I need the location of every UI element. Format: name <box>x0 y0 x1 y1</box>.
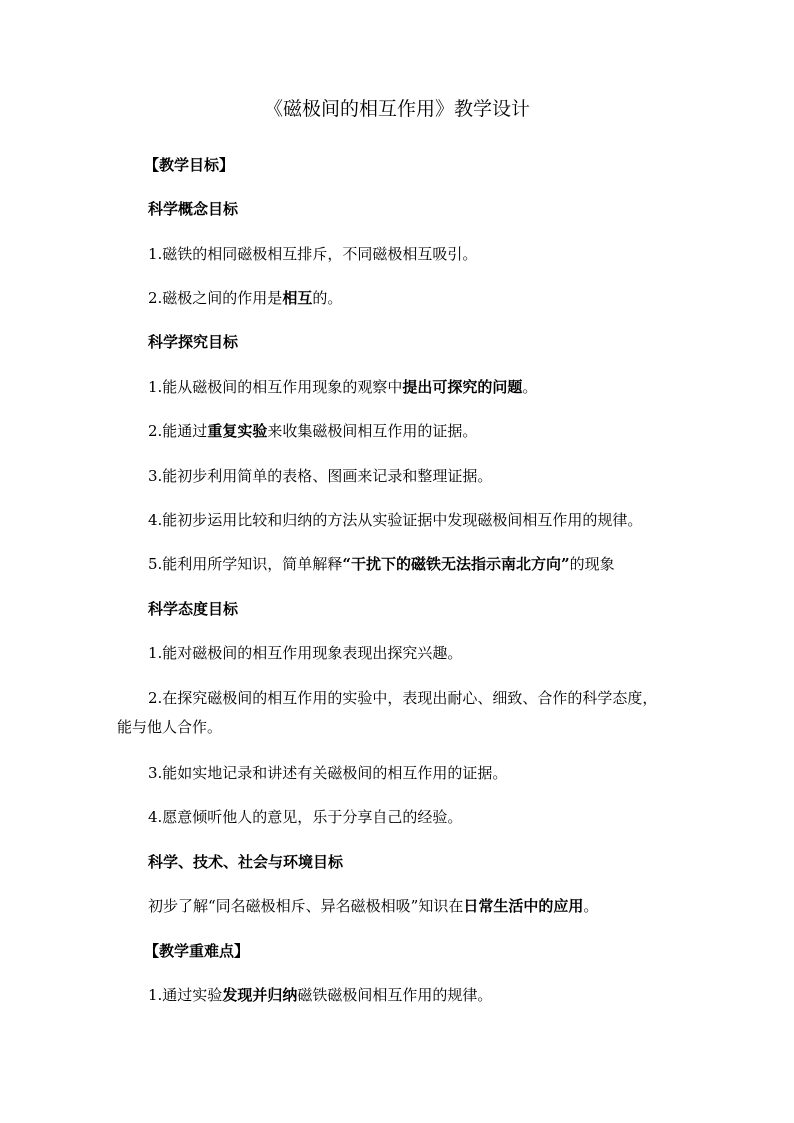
subheading-attitude-goals: 科学态度目标 <box>148 600 239 618</box>
inquiry-goal-5-tail: 的现象 <box>569 555 615 573</box>
inquiry-goal-2-tail: 来收集磁极间相互作用的证据。 <box>267 422 478 440</box>
concept-goal-2-bold: 相互 <box>282 289 313 307</box>
concept-goal-2 <box>148 287 342 309</box>
key-point-1-tail: 磁铁磁极间相互作用的规律。 <box>297 986 493 1004</box>
inquiry-goal-1 <box>148 376 537 398</box>
stse-goal-1-bold: 日常生活中的应用 <box>463 897 584 915</box>
concept-goal-2-text: 2.磁极之间的作用是 <box>148 289 283 307</box>
inquiry-goal-5-bold: “干扰下的磁铁无法指示南北方向” <box>342 555 570 573</box>
inquiry-goal-1-tail: 。 <box>522 378 538 396</box>
inquiry-goal-5-text: 5.能利用所学知识，简单解释 <box>148 555 343 573</box>
attitude-goal-2-line1: 2.在探究磁极间的相互作用的实验中，表现出耐心、细致、合作的科学态度， <box>148 689 658 707</box>
stse-goal-1-text: 初步了解“同名磁极相斥、异名磁极相吸”知识在 <box>148 897 464 915</box>
inquiry-goal-4: 4.能初步运用比较和归纳的方法从实验证据中发现磁极间相互作用的规律。 <box>148 511 643 529</box>
attitude-goal-4: 4.愿意倾听他人的意见，乐于分享自己的经验。 <box>148 808 463 826</box>
key-point-1-text: 1.通过实验 <box>148 986 223 1004</box>
section-heading-key-points: 【教学重难点】 <box>144 942 250 960</box>
inquiry-goal-3: 3.能初步利用简单的表格、图画来记录和整理证据。 <box>148 467 493 485</box>
key-point-1-bold: 发现并归纳 <box>222 986 298 1004</box>
subheading-concept-goals: 科学概念目标 <box>148 200 239 218</box>
concept-goal-2-tail: 的。 <box>312 289 343 307</box>
inquiry-goal-2 <box>148 420 477 442</box>
inquiry-goal-1-text: 1.能从磁极间的相互作用现象的观察中 <box>148 378 403 396</box>
concept-goal-1: 1.磁铁的相同磁极相互排斥，不同磁极相互吸引。 <box>148 245 478 263</box>
section-heading-teaching-goals: 【教学目标】 <box>144 156 235 174</box>
subheading-stse-goals: 科学、技术、社会与环境目标 <box>148 853 344 871</box>
inquiry-goal-2-bold: 重复实验 <box>207 422 268 440</box>
key-point-1 <box>148 984 492 1006</box>
inquiry-goal-5 <box>148 553 615 575</box>
attitude-goal-2-line2: 能与他人合作。 <box>117 718 223 736</box>
attitude-goal-1: 1.能对磁极间的相互作用现象表现出探究兴趣。 <box>148 644 463 662</box>
attitude-goal-3: 3.能如实地记录和讲述有关磁极间的相互作用的证据。 <box>148 764 508 782</box>
document-title: 《磁极间的相互作用》教学设计 <box>263 98 530 120</box>
subheading-inquiry-goals: 科学探究目标 <box>148 333 239 351</box>
stse-goal-1-tail: 。 <box>583 897 599 915</box>
inquiry-goal-1-bold: 提出可探究的问题 <box>402 378 523 396</box>
inquiry-goal-2-text: 2.能通过 <box>148 422 208 440</box>
stse-goal-1 <box>148 895 598 917</box>
